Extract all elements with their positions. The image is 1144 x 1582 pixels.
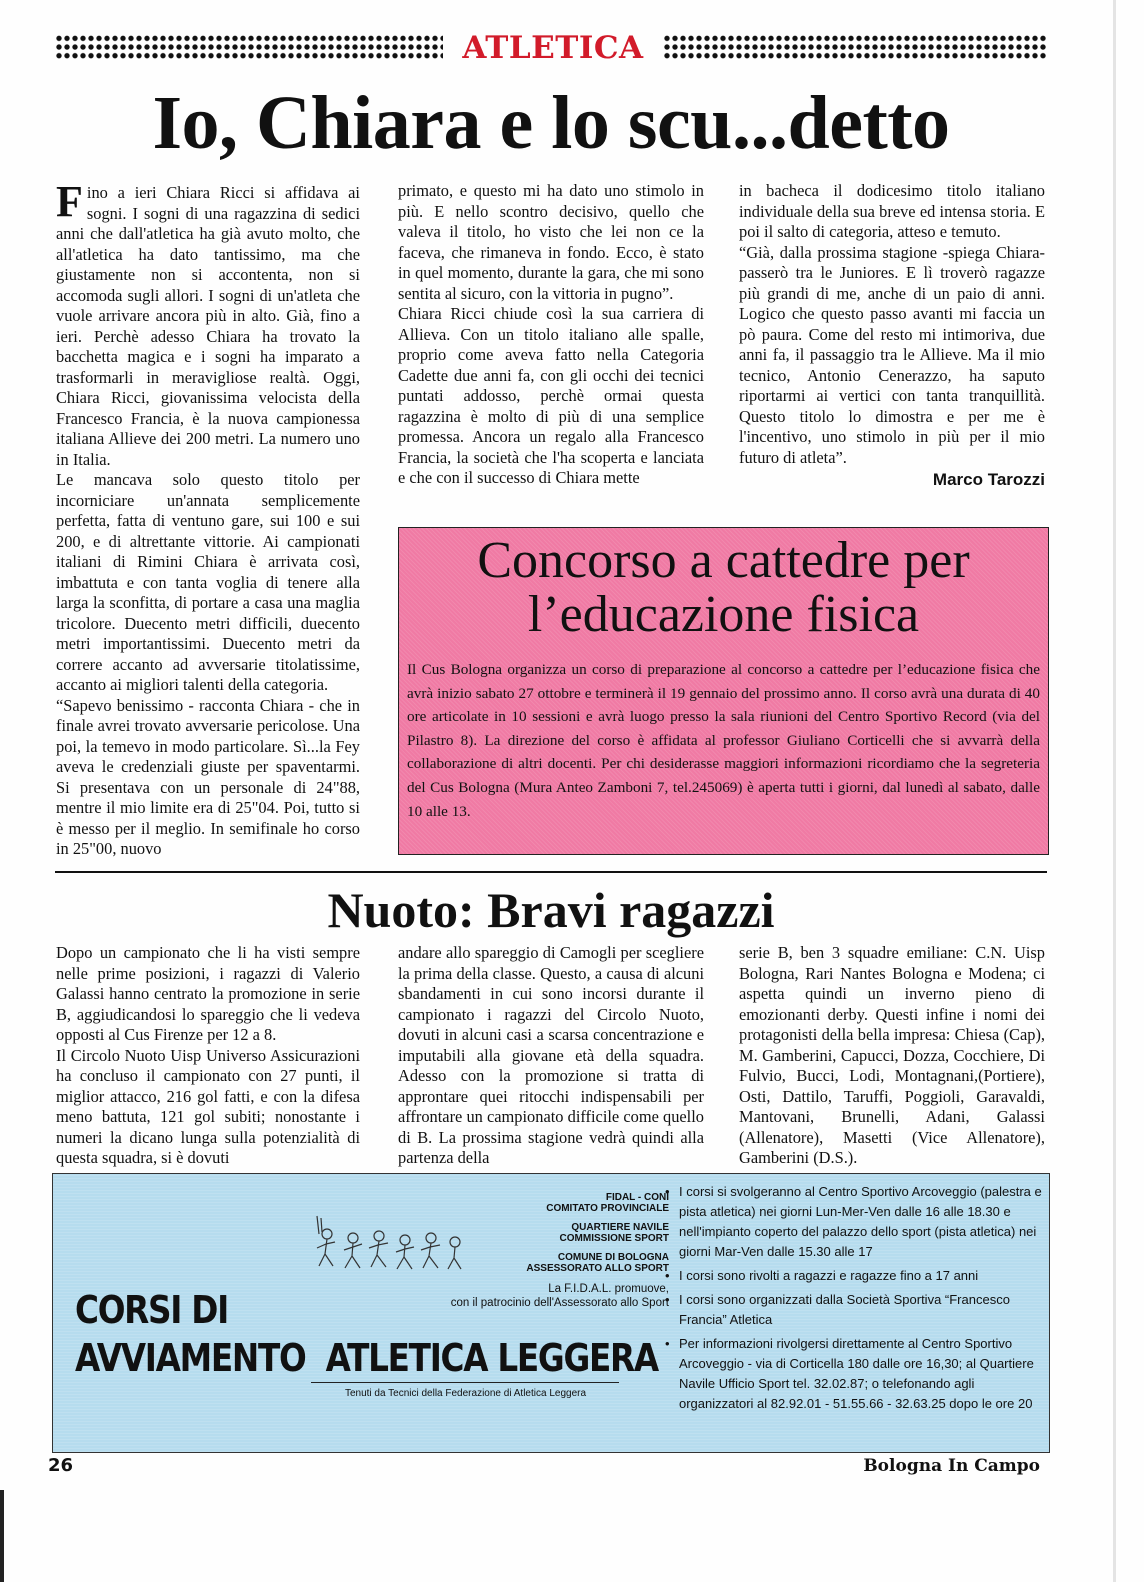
concorso-box <box>398 527 1049 855</box>
paragraph: andare allo spareggio di Camogli per scegliere la prima della classe. Questo, a causa di alcuni sbandamenti in cui sono incorsi durante il campionato i ragazzi del Circolo Nuoto, dovuti in alcuni casi a scarsa concentrazione e imputabili alla giovane età della squadra. Adesso con la promozione si tratta di approntare quei ritocchi indispensabili per affrontare un campionato difficile come quello di B. La prossima stagione vedrà quindi alla partenza della <box>398 943 704 1167</box>
paragraph: primato, e questo mi ha dato uno stimolo in più. E nello scontro decisivo, quello che valeva il titolo, ho visto che lei non ce la faceva, che rimaneva in fondo. Ecco, è stato in quel momento, durante la gara, che mi sono sentita al sicuro, con la vittoria in pugno”. <box>398 181 704 303</box>
scan-edge <box>0 1490 4 1582</box>
ad-divider <box>311 1382 619 1383</box>
paragraph: serie B, ben 3 squadre emiliane: C.N. Uisp Bologna, Rari Nantes Bologna e Modena; ci aspetta quindi un inverno pieno di emozionanti derby. Questi infine i nomi dei protagonisti della bella impresa: Chiesa (Cap), M. Gamberini, Capucci, Dozza, Cocchiere, Di Fulvio, Bucci, Lodi, Montagnani,(Portiere), Osti, Dattilo, Taruffi, Poggioli, Garavaldi, Mantovani, Brunelli, Adani, Galassi (Allenatore), Masetti (Vice Allenatore), Gamberini (D.S.). <box>739 943 1045 1167</box>
concorso-title-line1: Concorso a cattedre per <box>477 532 970 589</box>
section-divider <box>55 871 1047 873</box>
magazine-name: Bologna In Campo <box>863 1456 1040 1476</box>
article-column-2 <box>398 181 704 489</box>
author-byline: Marco Tarozzi <box>932 470 1045 489</box>
drop-cap: F <box>56 177 83 226</box>
paragraph: ino a ieri Chiara Ricci si affidava ai sogni. I sogni di una ragazzina di sedici anni che dall'atletica ha già avuto molto, che all'atletica ha dato tantissimo, ma che giustamente non si accontenta, non si accomoda sugli allori. I sogni di un'atleta che vuole arrivare ancora più in alto. Già, fino a ieri. Perchè adesso Chiara ha trovato la bacchetta magica e i sogni ha imparato a trasformarli in meravigliose realtà. Oggi, Chiara Ricci, giovanissima velocista della Francesco Francia, è la nuova campionessa italiana Allieve dei 200 metri. La numero uno in Italia. <box>56 183 360 469</box>
paragraph: “Sapevo benissimo - racconta Chiara - che in finale avrei trovato avversarie pericolose. Una poi, la temevo in modo particolare. Sì...la Fey aveva le credenziali giuste per spaventarmi. Si presentava con un personale di 24"88, mentre il mio limite era di 25"04. Poi, tutto si è messo per il meglio. In semifinale ho corso in 25"00, nuovo <box>56 695 360 858</box>
paragraph: in bacheca il dodicesimo titolo italiano individuale della sua breve ed intensa storia. E poi il salto di categoria, atteso e temuto. <box>739 181 1045 241</box>
org-line: ASSESSORATO ALLO SPORT <box>526 1263 669 1274</box>
section-label: ATLETICA <box>462 30 644 66</box>
ad-tecnici-note: Tenuti da Tecnici della Federazione di Atletica Leggera <box>344 1388 587 1399</box>
ad-title-line1: CORSI DI <box>75 1288 228 1332</box>
ad-title-line2: AVVIAMENTO ATLETICA LEGGERA <box>75 1336 658 1380</box>
paragraph: “Già, dalla prossima stagione -spiega Chiara- passerò tra le Juniores. E lì troverò ragazze più grandi di me, anche di un paio di anni. Logico che questo passo avanti mi faccia un pò paura. Come del resto mi intimoriva, due anni fa, il passaggio tra le Allieve. Ma il mio tecnico, Antonio Cenerazzo, ha saputo riportarmi ai vertici con tanta tranquillità. Questo titolo lo dimostra e per me è l'incentivo, uno stimolo in più per il mio futuro di atleta”. <box>739 242 1045 467</box>
promo-line: con il patrocinio dell'Assessorato allo Sport <box>450 1297 669 1309</box>
runners-illustration <box>309 1214 469 1274</box>
list-item: • Per informazioni rivolgersi direttamente al Centro Sportivo Arcoveggio - via di Corticella 180 dalle ore 16,30; al Quartiere Navile Ufficio Sport tel. 32.02.87; o telefonando agli organizzatori al 82.92.01 - 51.55.66 - 32.63.25 dopo le ore 20 <box>665 1334 1043 1414</box>
nuoto-headline: Nuoto: Bravi ragazzi <box>327 882 775 938</box>
nuoto-column-3 <box>739 943 1045 1169</box>
paragraph: Dopo un campionato che li ha visti sempre nelle prime posizioni, i ragazzi di Valerio Galassi hanno centrato la promozione in serie B, aggiudicandosi lo spareggio che li vedeva opposti al Cus Firenze per 12 a 8. <box>56 943 360 1044</box>
ad-info-list <box>665 1182 1043 1418</box>
dot-pattern-left <box>55 34 443 60</box>
org-line: FIDAL - CONI <box>605 1192 669 1203</box>
page-number: 26 <box>48 1455 74 1476</box>
org-line: QUARTIERE NAVILE <box>571 1222 669 1233</box>
org-line: COMMISSIONE SPORT <box>559 1233 669 1244</box>
list-item: • I corsi sono rivolti a ragazzi e ragazze fino a 17 anni <box>665 1266 1043 1286</box>
org-line: COMUNE DI BOLOGNA <box>557 1252 669 1263</box>
page-fold-shadow <box>1113 0 1116 1582</box>
article-column-3 <box>739 181 1045 491</box>
paragraph: Il Circolo Nuoto Uisp Universo Assicurazioni ha concluso il campionato con 27 punti, il miglior attacco, 216 gol fatti, e con la difesa meno battuta, 121 gol subiti; nonostante i numeri la dicano lunga sulla potenzialità di questa squadra, si è dovuti <box>56 1045 360 1167</box>
promo-text <box>329 1282 669 1310</box>
section-banner <box>55 30 1047 66</box>
dot-pattern-right <box>663 34 1047 60</box>
article-column-1 <box>56 177 360 860</box>
corsi-advertisement <box>52 1173 1050 1453</box>
nuoto-column-1 <box>56 943 360 1169</box>
article-headline: Io, Chiara e lo scu...detto <box>152 81 950 165</box>
promo-line: La F.I.D.A.L. promuove, <box>548 1283 669 1295</box>
paragraph: Chiara Ricci chiude così la sua carriera di Allieva. Con un titolo italiano alle spalle, proprio come aveva fatto nella Categoria Cadette due anni fa, con gli occhi dei tecnici puntati addosso, perchè ormai questa ragazzina è molto di più di una semplice promessa. Ancora un regalo alla Francesco Francia, la società che l'ha scoperta e lanciata e che con il successo di Chiara mette <box>398 304 704 487</box>
nuoto-column-2 <box>398 943 704 1169</box>
concorso-title <box>399 534 1048 642</box>
list-item: • I corsi sono organizzati dalla Società Sportiva “Francesco Francia” Atletica <box>665 1290 1043 1330</box>
concorso-title-line2: l’educazione fisica <box>527 586 920 643</box>
list-item: • I corsi si svolgeranno al Centro Sportivo Arcoveggio (palestra e pista atletica) nei giorni Lun-Mer-Ven dalle 16 alle 18.30 e nell'impianto coperto del palazzo dello sport (pista atletica) nei giorni Mar-Ven dalle 15.30 alle 17 <box>665 1182 1043 1262</box>
paragraph: Le mancava solo questo titolo per incorniciare un'annata semplicemente perfetta, fatta di ventuno gare, sui 100 e sui 200, e di altrettante vittorie. Ai campionati italiani di Rimini Chiara è arrivata così, imbattuta e con tanta voglia di tenere alla larga la sconfitta, di portare a casa una maglia tricolore. Duecento metri difficili, duecento metri importantissimi. Duecento metri da correre accanto ad avversarie titolatissime, accanto ai migliori talenti della categoria. <box>56 470 360 694</box>
org-line: COMITATO PROVINCIALE <box>546 1203 669 1214</box>
concorso-body: Il Cus Bologna organizza un corso di preparazione al concorso a cattedre per l’educazione fisica che avrà inizio sabato 27 ottobre e terminerà il 19 gennaio del prossimo anno. Il corso avrà una durata di 40 ore articolate in 10 sessioni e avrà luogo presso la sala riunioni del Centro Sportivo Record (via del Pilastro 8). La direzione del corso è affidata al professor Giuliano Corticelli che si avvarrà della collaborazione di altri docenti. Per chi desiderasse maggiori informazioni ricordiamo che la segreteria del Cus Bologna (Mura Anteo Zamboni 7, tel.245069) è aperta tutti i giorni, dal lunedì al sabato, dalle 10 alle 13. <box>407 661 1040 820</box>
